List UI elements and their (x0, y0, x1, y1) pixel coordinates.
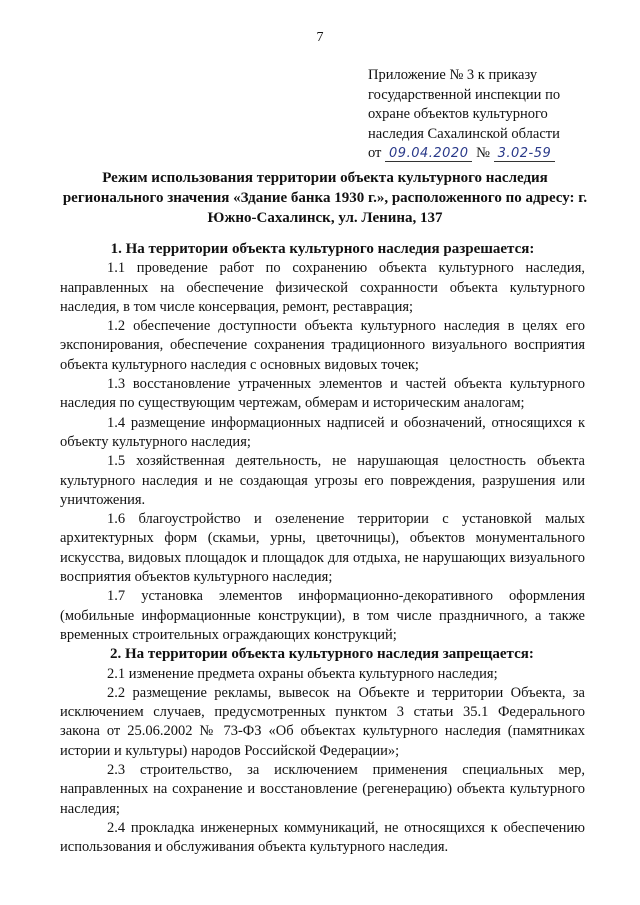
list-item: 2.2 размещение рекламы, вывесок на Объекте и территории Объекта, за исключением случаев, предусмотренных пунктом 3 статьи 35.1 Федерального закона от 25.06.2002 № 73-ФЗ «Об объектах культурного наследия (памятниках истории и культуры) народов Российской Федерации»; (60, 684, 585, 759)
list-item: 1.4 размещение информационных надписей и обозначений, относящихся к объекту культурного наследия; (60, 414, 585, 450)
appendix-line: наследия Сахалинской области (368, 125, 560, 142)
list-item: 1.1 проведение работ по сохранению объекта культурного наследия, направленных на обеспечение физической сохранности объекта культурного наследия, в том числе консервация, ремонт, реставрация; (60, 260, 585, 315)
appendix-header (368, 66, 590, 164)
list-item: 1.2 обеспечение доступности объекта культурного наследия в целях его экспонирования, обеспечение сохранения традиционного визуального восприятия объекта культурного наследия с основных видовых точек; (60, 318, 585, 373)
document-title: Режим использования территории объекта культурного наследия регионального значения «Здание банка 1930 г.», расположенного по адресу: г. Южно-Сахалинск, ул. Ленина, 137 (62, 170, 588, 226)
appendix-line: охране объектов культурного (368, 106, 548, 122)
list-item: 1.7 установка элементов информационно-декоративного оформления (мобильные информационные конструкции), в том числе праздничного, а также временных строительных ограждающих конструкций; (60, 588, 585, 643)
page-number: 7 (316, 30, 324, 45)
section-heading: 1. На территории объекта культурного наследия разрешается: (110, 241, 535, 257)
document-body (60, 234, 585, 858)
section-heading: 2. На территории объекта культурного наследия запрещается: (110, 646, 534, 663)
list-item: 2.3 строительство, за исключением применения специальных мер, направленных на сохранение и восстановление (регенерацию) объекта культурного наследия; (60, 762, 585, 817)
appendix-date-line (368, 144, 590, 164)
list-item: 2.4 прокладка инженерных коммуникаций, не относящихся к обеспечению использования и обслуживания объекта культурного наследия. (60, 819, 585, 856)
number-sign: № (476, 145, 490, 161)
list-item: 1.3 восстановление утраченных элементов и частей объекта культурного наследия по существующим чертежам, обмерам и историческим аналогам; (60, 376, 585, 412)
handwritten-number: 3.02-59 (494, 146, 556, 162)
appendix-line: государственной инспекции по (368, 86, 561, 103)
list-item: 2.1 изменение предмета охраны объекта культурного наследия; (107, 665, 498, 682)
list-item: 1.5 хозяйственная деятельность, не нарушающая целостность объекта культурного наследия и не создающая угрозы его повреждения, разрушения или уничтожения. (60, 453, 585, 508)
appendix-line: Приложение № 3 к приказу (368, 67, 538, 83)
handwritten-date: 09.04.2020 (385, 146, 472, 162)
list-item: 1.6 благоустройство и озеленение территории с установкой малых архитектурных форм (скамьи, урны, цветочницы), объектов монументального искусства, видовых площадок и площадок для отдыха, не нарушающих визуального восприятия объектов культурного наследия; (60, 511, 585, 586)
date-prefix: от (368, 145, 382, 161)
